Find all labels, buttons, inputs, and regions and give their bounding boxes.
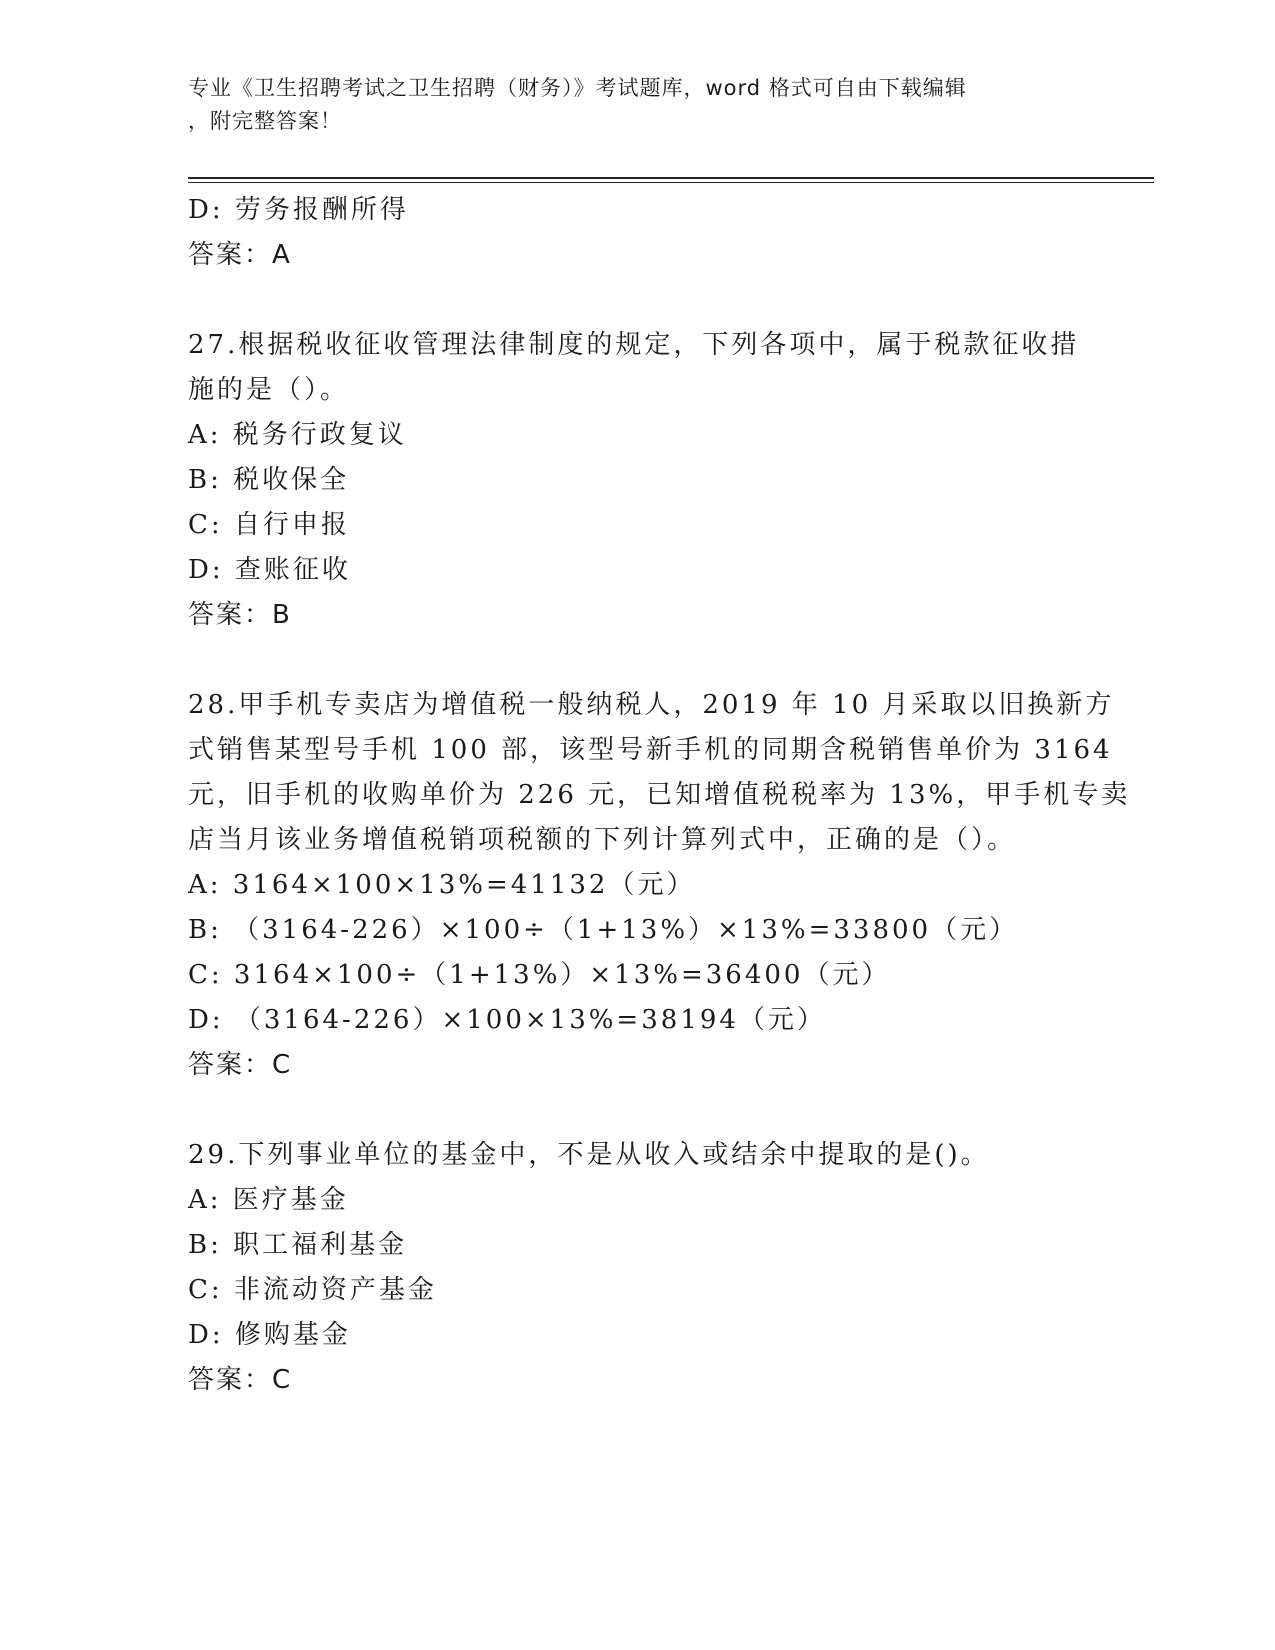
question-27 [188, 323, 1088, 638]
option-a: A: 税务行政复议 [188, 420, 407, 450]
header-line-2: ，附完整答案！ [188, 109, 342, 133]
question-stem: 29.下列事业单位的基金中，不是从收入或结余中提取的是()。 [188, 1140, 990, 1170]
option-c: C: 3164×100÷（1+13%）×13%=36400（元） [188, 960, 891, 990]
option-b: B: 税收保全 [188, 465, 350, 495]
option-c: C: 自行申报 [188, 510, 350, 540]
spacer [188, 278, 1088, 323]
header-line-1: 专业《卫生招聘考试之卫生招聘（财务）》考试题库，word 格式可自由下载编辑 [188, 76, 967, 100]
option-d: D: 劳务报酬所得 [188, 195, 409, 225]
question-28 [188, 683, 1131, 1088]
question-stem: 28.甲手机专卖店为增值税一般纳税人，2019 年 10 月采取以旧换新方 [188, 690, 1115, 720]
option-a: A: 3164×100×13%=41132（元） [188, 870, 696, 900]
option-d: D: 查账征收 [188, 555, 351, 585]
question-content [188, 188, 1131, 1403]
option-c: C: 非流动资产基金 [188, 1275, 437, 1305]
question-stem: 店当月该业务增值税销项税额的下列计算列式中，正确的是（）。 [188, 825, 1017, 855]
option-b: B: 职工福利基金 [188, 1230, 408, 1260]
answer-line: 答案：A [188, 240, 292, 270]
question-stem: 施的是（）。 [188, 375, 350, 405]
question-stem: 元，旧手机的收购单价为 226 元，已知增值税税率为 13%，甲手机专卖 [188, 780, 1131, 810]
option-a: A: 医疗基金 [188, 1185, 349, 1215]
question-29 [188, 1133, 1088, 1403]
document-header [188, 72, 1088, 138]
answer-line: 答案：C [188, 1050, 293, 1080]
answer-line: 答案：C [188, 1365, 293, 1395]
question-stem: 27.根据税收征收管理法律制度的规定，下列各项中，属于税款征收措 [188, 330, 1080, 360]
header-rule-thin [188, 182, 1154, 183]
question-stem: 式销售某型号手机 100 部，该型号新手机的同期含税销售单价为 3164 [188, 735, 1113, 765]
spacer [188, 638, 1088, 683]
question-26-tail [188, 188, 1088, 278]
spacer [188, 1088, 1088, 1133]
option-b: B: （3164-226）×100÷（1+13%）×13%=33800（元） [188, 915, 1019, 945]
answer-line: 答案：B [188, 600, 292, 630]
header-rule-thick [188, 177, 1154, 179]
option-d: D: （3164-226）×100×13%=38194（元） [188, 1005, 826, 1035]
option-d: D: 修购基金 [188, 1320, 351, 1350]
